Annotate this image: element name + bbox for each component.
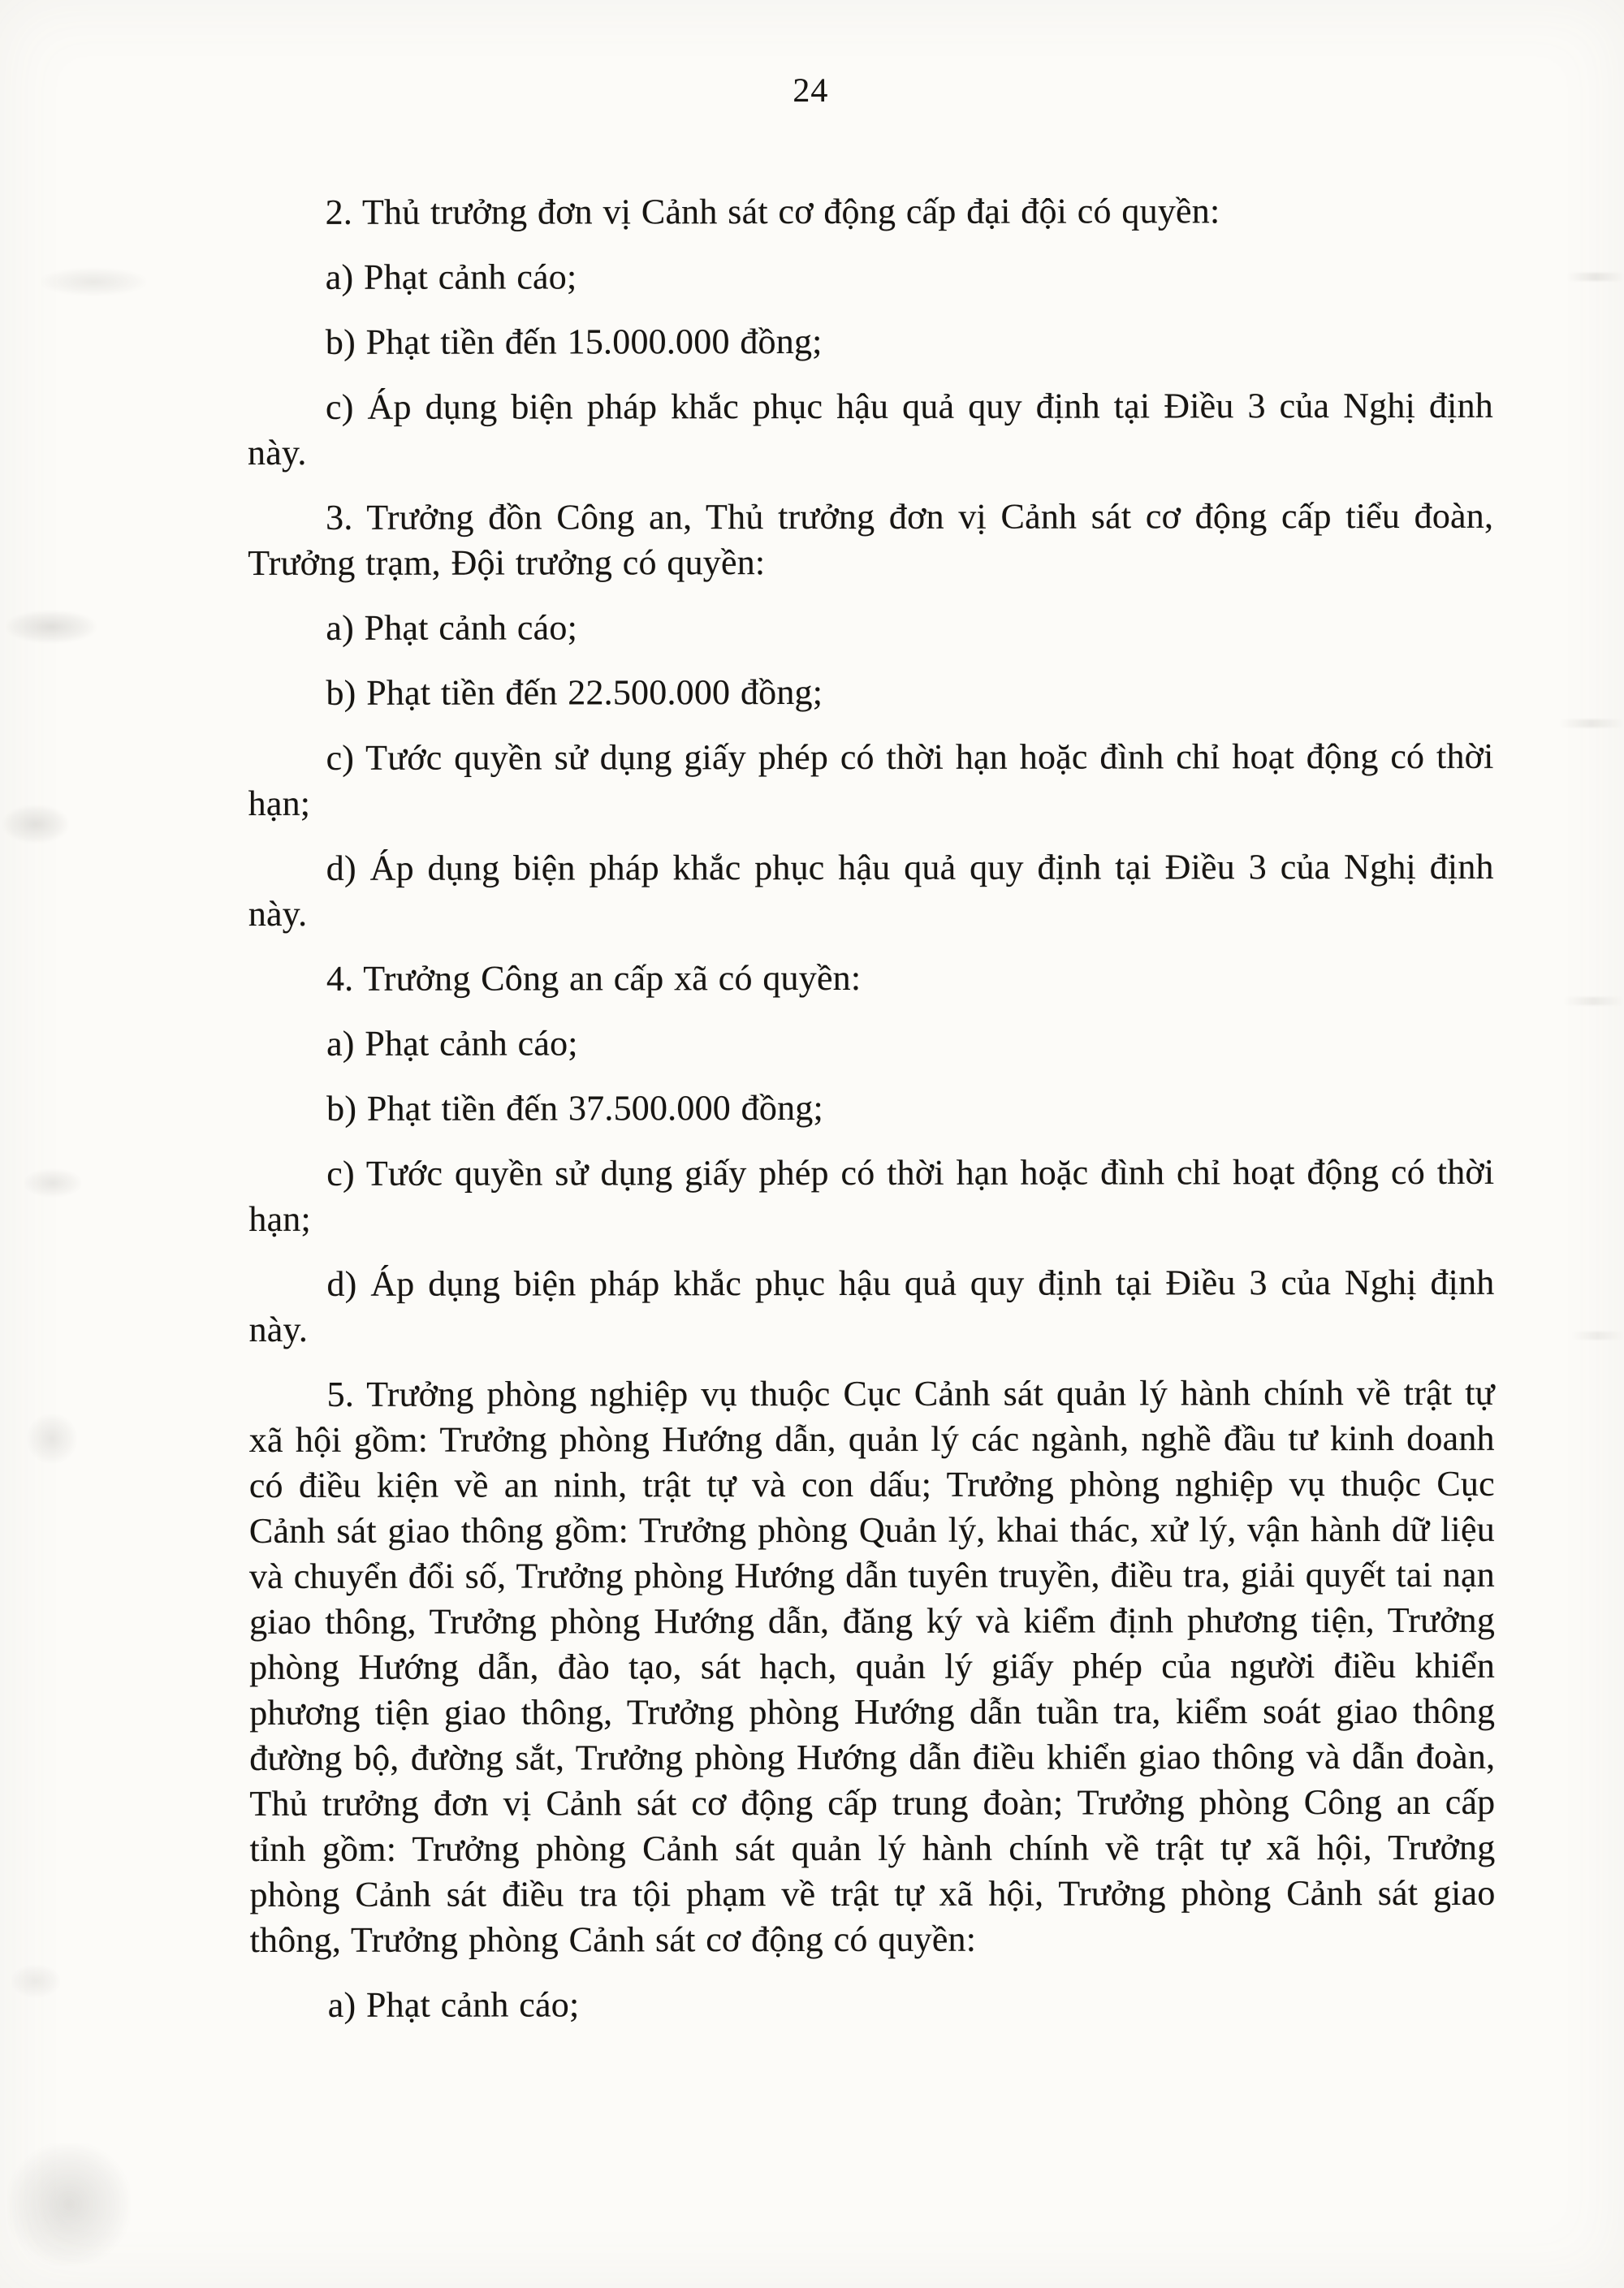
clause-4-heading: 4. Trưởng Công an cấp xã có quyền: — [326, 957, 862, 999]
clause-4-item-c: c) Tước quyền sử dụng giấy phép có thời hạn hoặc đình chỉ hoạt động có thời hạn; — [248, 1151, 1495, 1239]
clause-4-item-d: d) Áp dụng biện pháp khắc phục hậu quả quy định tại Điều 3 của Nghị định này. — [248, 1262, 1495, 1349]
clause-5-heading: 5. Trưởng phòng nghiệp vụ thuộc Cục Cảnh sát quản lý hành chính về trật tự xã hội gồm: Trưởng phòng Hướng dẫn, quản lý các ngành, nghề đầu tư kinh doanh có điều kiện về an ninh, trật tự và con dấu; Trưởng phòng nghiệp vụ thuộc Cục Cảnh sát giao thông gồm: Trưởng phòng Quản lý, khai thác, xử lý, vận hành dữ liệu và chuyển đổi số, Trưởng phòng Hướng dẫn tuyên truyền, điều tra, giải quyết tai nạn giao thông, Trưởng phòng Hướng dẫn, đăng ký và kiểm định phương tiện, Trưởng phòng Hướng dẫn, đào tạo, sát hạch, quản lý giấy phép của người điều khiển phương tiện giao thông, Trưởng phòng Hướng dẫn tuần tra, kiểm soát giao thông đường bộ, đường sắt, Trưởng phòng Hướng dẫn điều khiển giao thông và dẫn đoàn, Thủ trưởng đơn vị Cảnh sát cơ động cấp trung đoàn; Trưởng phòng Công an cấp tỉnh gồm: Trưởng phòng Cảnh sát quản lý hành chính về trật tự xã hội, Trưởng phòng Cảnh sát điều tra tội phạm về trật tự xã hội, Trưởng phòng Cảnh sát giao thông, Trưởng phòng Cảnh sát cơ động có quyền: — [248, 1372, 1496, 1960]
page-number: 24 — [793, 71, 829, 110]
clause-3-item-c: c) Tước quyền sử dụng giấy phép có thời hạn hoặc đình chỉ hoạt động có thời hạn; — [248, 736, 1494, 823]
clause-3-item-b: b) Phạt tiền đến 22.500.000 đồng; — [326, 671, 823, 713]
clause-2-heading: 2. Thủ trưởng đơn vị Cảnh sát cơ động cấp đại đội có quyền: — [325, 191, 1220, 232]
clause-3-item-a: a) Phạt cảnh cáo; — [326, 607, 578, 648]
clause-2-item-b: b) Phạt tiền đến 15.000.000 đồng; — [325, 321, 823, 362]
scan-artifact — [8, 2143, 130, 2265]
clause-2-item-c: c) Áp dụng biện pháp khắc phục hậu quả quy định tại Điều 3 của Nghị định này. — [248, 385, 1493, 473]
clause-3-item-d: d) Áp dụng biện pháp khắc phục hậu quả quy định tại Điều 3 của Nghị định này. — [248, 846, 1494, 934]
clause-2-item-a: a) Phạt cảnh cáo; — [325, 257, 577, 297]
clause-3-heading: 3. Trưởng đồn Công an, Thủ trưởng đơn vị Cảnh sát cơ động cấp tiểu đoàn, Trưởng trạm, Đội trưởng có quyền: — [248, 495, 1494, 583]
clause-5-item-a: a) Phạt cảnh cáo; — [327, 1984, 580, 2025]
document-content — [0, 188, 1624, 2029]
clause-4-item-b: b) Phạt tiền đến 37.500.000 đồng; — [326, 1087, 823, 1129]
clause-4-item-a: a) Phạt cảnh cáo; — [326, 1023, 578, 1064]
